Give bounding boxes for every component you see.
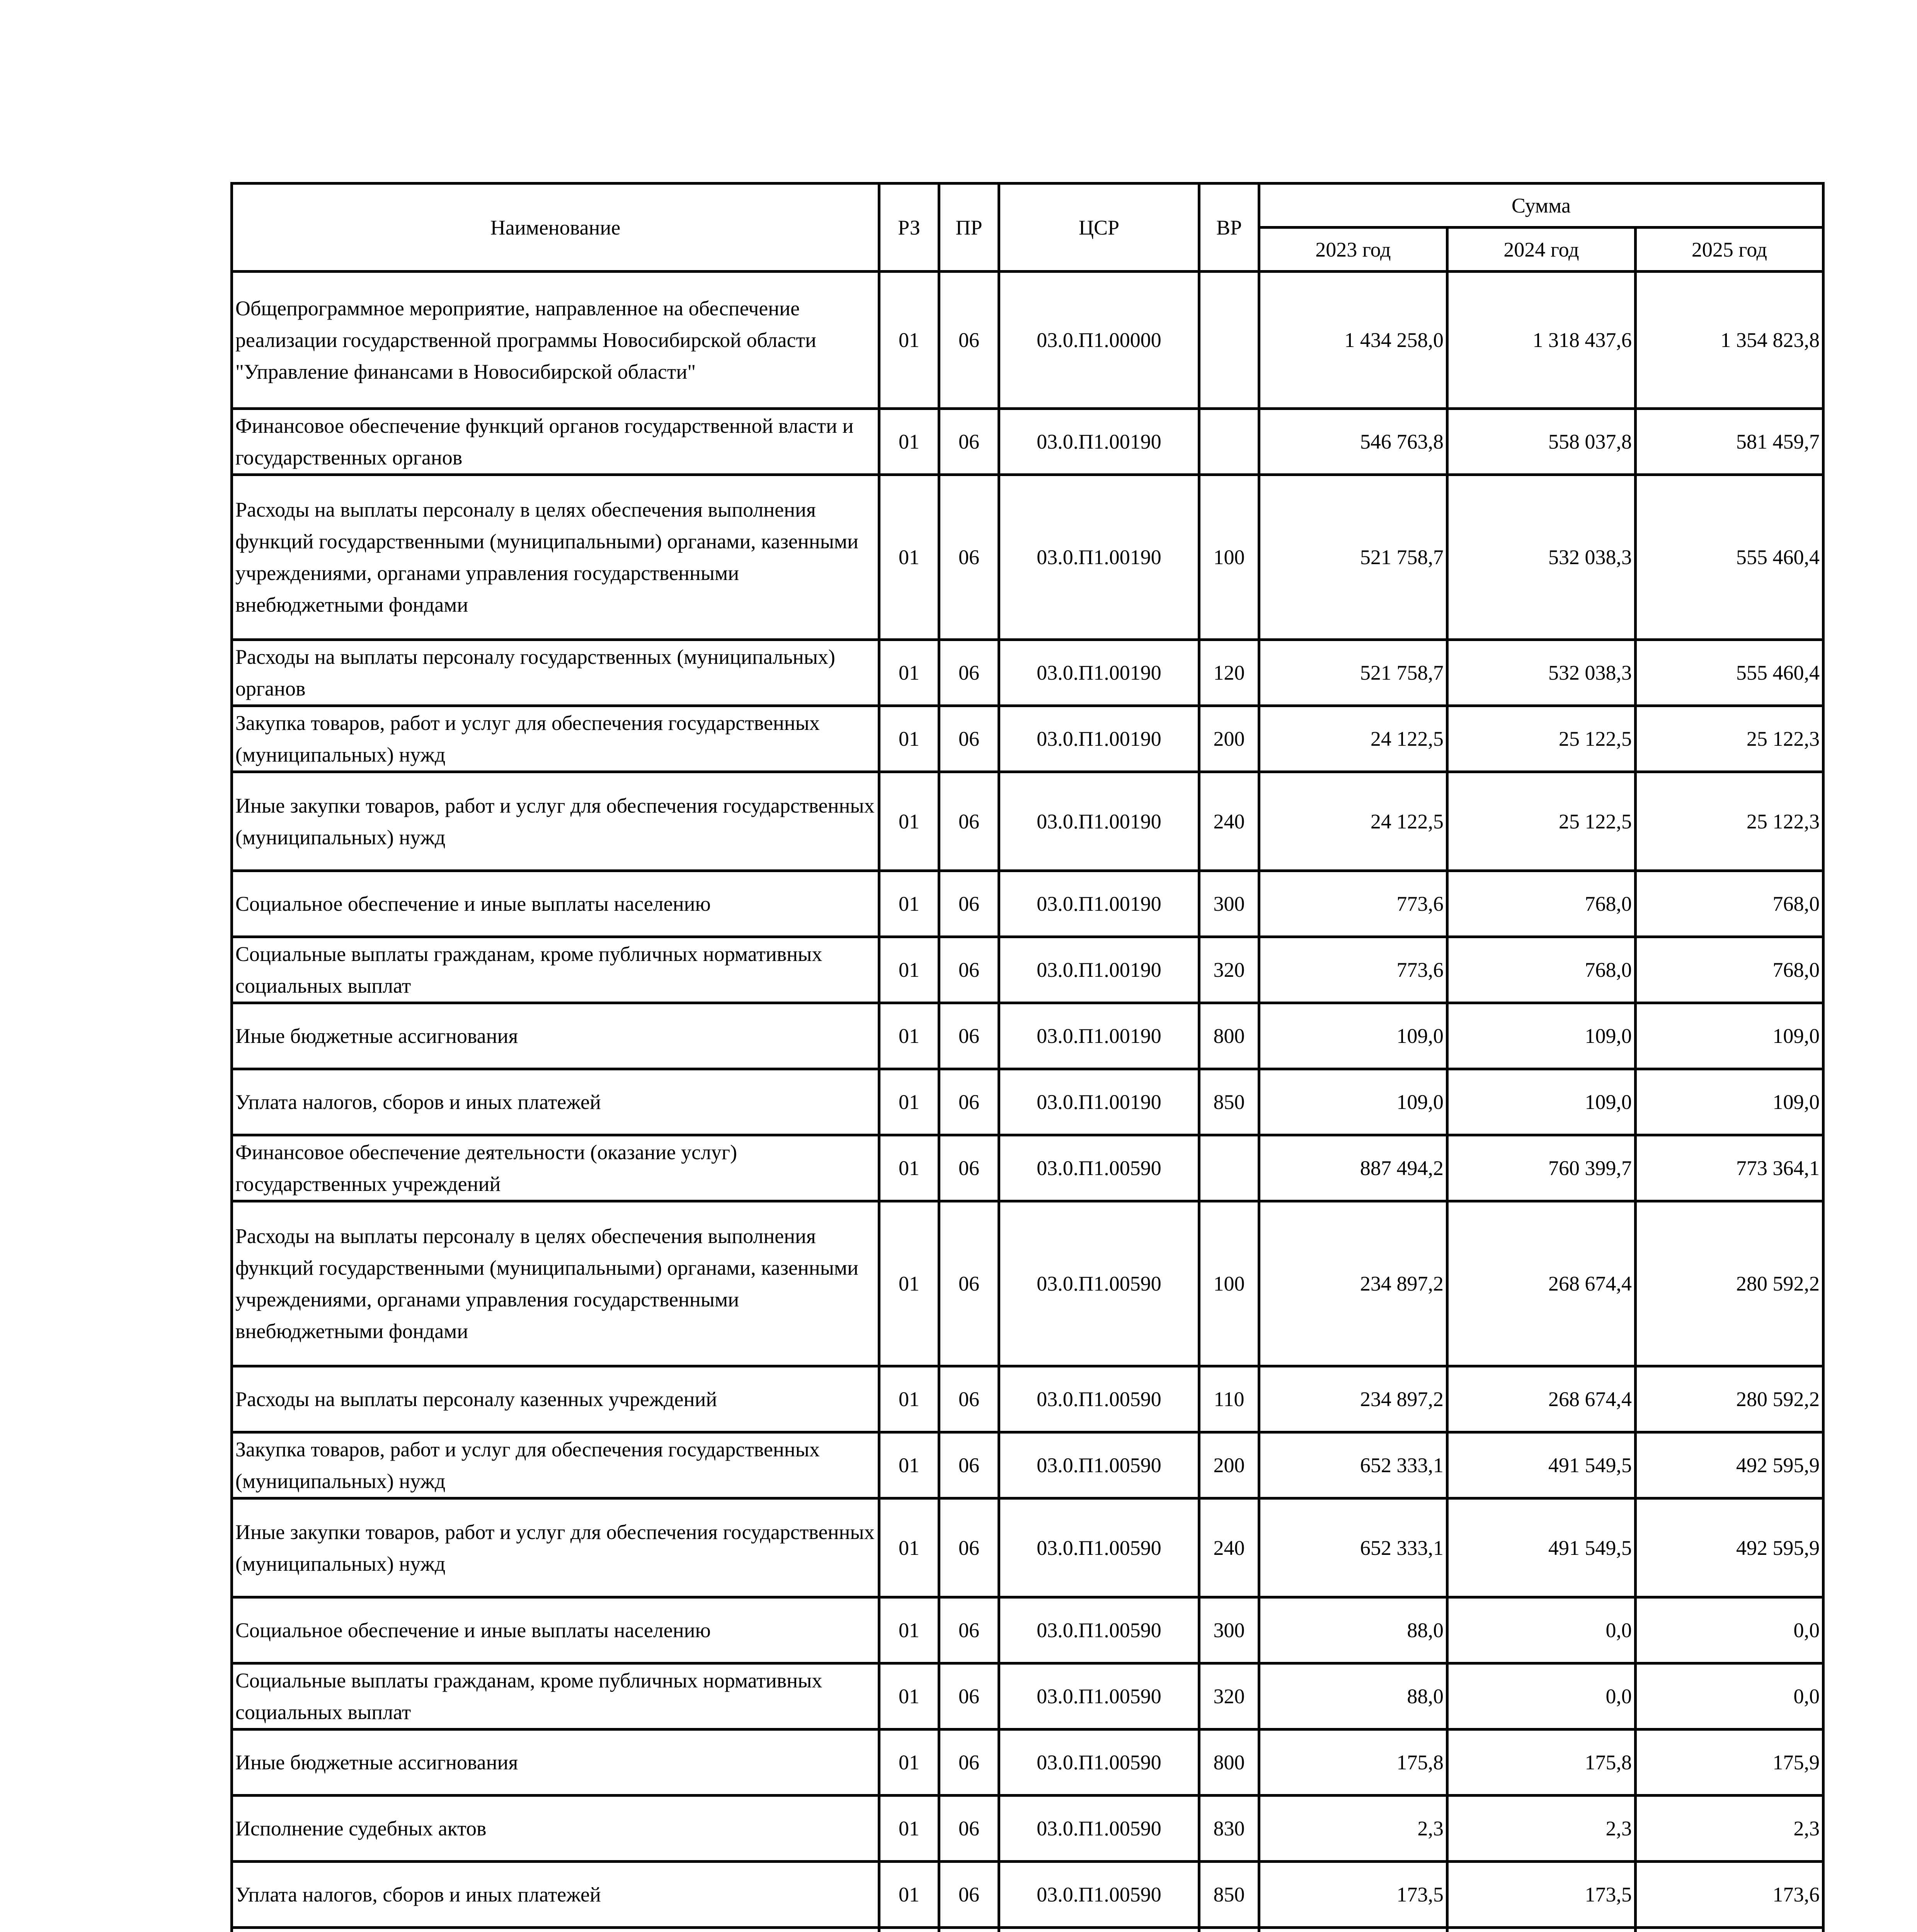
row-rz: 01: [879, 1366, 939, 1432]
row-rz: 01: [879, 1730, 939, 1796]
row-pr: 06: [939, 640, 999, 706]
row-pr: 06: [939, 772, 999, 871]
header-sum: Сумма: [1259, 184, 1823, 228]
row-sum-2024: [1447, 1928, 1636, 1932]
row-csr: 03.0.П1.00590: [999, 1366, 1199, 1432]
row-vr: [1199, 409, 1259, 475]
row-vr: 110: [1199, 1366, 1259, 1432]
table-row: [232, 1432, 1823, 1498]
row-name: Социальное обеспечение и иные выплаты населению: [232, 871, 879, 937]
row-sum-2024: 491 549,5: [1447, 1432, 1636, 1498]
row-rz: 01: [879, 272, 939, 409]
row-name: [232, 1928, 879, 1932]
row-sum-2024: 0,0: [1447, 1663, 1636, 1730]
row-csr: 03.0.П1.00190: [999, 871, 1199, 937]
row-rz: 01: [879, 640, 939, 706]
table-row: [232, 1663, 1823, 1730]
row-sum-2025: 280 592,2: [1636, 1366, 1823, 1432]
row-sum-2023: 234 897,2: [1259, 1201, 1447, 1366]
row-sum-2024: 173,5: [1447, 1862, 1636, 1928]
row-sum-2024: 532 038,3: [1447, 475, 1636, 640]
row-pr: 06: [939, 1201, 999, 1366]
table-row: [232, 1796, 1823, 1862]
row-csr: 03.0.П1.00590: [999, 1135, 1199, 1201]
row-sum-2024: 1 318 437,6: [1447, 272, 1636, 409]
table-header: [232, 184, 1823, 272]
row-name: Иные бюджетные ассигнования: [232, 1003, 879, 1069]
row-pr: 06: [939, 937, 999, 1003]
row-vr: 300: [1199, 1597, 1259, 1663]
row-rz: 01: [879, 1796, 939, 1862]
row-name: Расходы на выплаты персоналу казенных учреждений: [232, 1366, 879, 1432]
table-row: [232, 1928, 1823, 1932]
row-sum-2025: 25 122,3: [1636, 706, 1823, 772]
row-name: Социальное обеспечение и иные выплаты населению: [232, 1597, 879, 1663]
row-csr: 03.0.П1.00590: [999, 1498, 1199, 1597]
row-name: Социальные выплаты гражданам, кроме публичных нормативных социальных выплат: [232, 1663, 879, 1730]
row-rz: 01: [879, 1201, 939, 1366]
row-sum-2024: 768,0: [1447, 871, 1636, 937]
row-sum-2025: 555 460,4: [1636, 640, 1823, 706]
row-vr: 800: [1199, 1003, 1259, 1069]
row-sum-2025: 555 460,4: [1636, 475, 1823, 640]
row-pr: 06: [939, 1862, 999, 1928]
row-name: Расходы на выплаты персоналу в целях обеспечения выполнения функций государственными (муниципальными) органами, казенными учреждениями, органами управления государственными внебюджетными фондами: [232, 1201, 879, 1366]
row-pr: 06: [939, 1432, 999, 1498]
table-row: [232, 1597, 1823, 1663]
row-sum-2024: 768,0: [1447, 937, 1636, 1003]
row-sum-2024: 109,0: [1447, 1069, 1636, 1135]
row-sum-2024: 532 038,3: [1447, 640, 1636, 706]
row-csr: 03.0.П1.00590: [999, 1796, 1199, 1862]
row-sum-2023: 175,8: [1259, 1730, 1447, 1796]
row-sum-2024: 760 399,7: [1447, 1135, 1636, 1201]
row-name: Исполнение судебных актов: [232, 1796, 879, 1862]
row-sum-2025: 768,0: [1636, 937, 1823, 1003]
row-csr: 03.0.П1.00190: [999, 937, 1199, 1003]
row-csr: 03.0.П1.00190: [999, 1069, 1199, 1135]
row-pr: 06: [939, 1366, 999, 1432]
header-rz: РЗ: [879, 184, 939, 272]
table-row: [232, 1069, 1823, 1135]
row-name: Иные закупки товаров, работ и услуг для обеспечения государственных (муниципальных) нужд: [232, 1498, 879, 1597]
row-rz: 01: [879, 409, 939, 475]
row-rz: 01: [879, 772, 939, 871]
budget-table: [230, 182, 1825, 1932]
header-year-2025: 2025 год: [1636, 228, 1823, 272]
row-csr: 03.0.П1.00590: [999, 1201, 1199, 1366]
row-rz: 01: [879, 1069, 939, 1135]
row-rz: 01: [879, 475, 939, 640]
row-vr: 850: [1199, 1069, 1259, 1135]
row-sum-2025: 109,0: [1636, 1069, 1823, 1135]
row-vr: 300: [1199, 871, 1259, 937]
row-name: Социальные выплаты гражданам, кроме публичных нормативных социальных выплат: [232, 937, 879, 1003]
row-pr: 06: [939, 1498, 999, 1597]
row-sum-2025: 773 364,1: [1636, 1135, 1823, 1201]
row-sum-2023: 521 758,7: [1259, 475, 1447, 640]
row-rz: 01: [879, 1498, 939, 1597]
row-sum-2023: 24 122,5: [1259, 706, 1447, 772]
table-row: [232, 640, 1823, 706]
row-pr: 06: [939, 1796, 999, 1862]
row-pr: 06: [939, 272, 999, 409]
row-name: Уплата налогов, сборов и иных платежей: [232, 1862, 879, 1928]
row-rz: 01: [879, 1862, 939, 1928]
row-pr: 06: [939, 1135, 999, 1201]
table-row: [232, 772, 1823, 871]
row-csr: 03.0.П1.00590: [999, 1862, 1199, 1928]
row-pr: 06: [939, 871, 999, 937]
row-sum-2023: 88,0: [1259, 1597, 1447, 1663]
row-sum-2025: 2,3: [1636, 1796, 1823, 1862]
row-sum-2025: 492 595,9: [1636, 1432, 1823, 1498]
row-name: Расходы на выплаты персоналу государственных (муниципальных) органов: [232, 640, 879, 706]
table-row: [232, 409, 1823, 475]
row-sum-2024: 175,8: [1447, 1730, 1636, 1796]
row-vr: 850: [1199, 1862, 1259, 1928]
row-vr: [1199, 1135, 1259, 1201]
row-vr: 100: [1199, 475, 1259, 640]
row-csr: 03.0.П1.00190: [999, 772, 1199, 871]
table-row: [232, 1201, 1823, 1366]
row-sum-2023: 173,5: [1259, 1862, 1447, 1928]
row-sum-2024: 268 674,4: [1447, 1201, 1636, 1366]
row-vr: [1199, 272, 1259, 409]
header-name: Наименование: [232, 184, 879, 272]
table-row: [232, 1003, 1823, 1069]
row-sum-2025: 492 595,9: [1636, 1498, 1823, 1597]
row-name: Уплата налогов, сборов и иных платежей: [232, 1069, 879, 1135]
row-pr: 06: [939, 1069, 999, 1135]
row-csr: 03.0.П1.00590: [999, 1597, 1199, 1663]
row-csr: 03.0.П1.00190: [999, 1003, 1199, 1069]
row-pr: 06: [939, 475, 999, 640]
row-sum-2025: 0,0: [1636, 1597, 1823, 1663]
row-pr: 06: [939, 1597, 999, 1663]
row-rz: 01: [879, 1663, 939, 1730]
row-name: Общепрограммное мероприятие, направленное на обеспечение реализации государственной программы Новосибирской области "Управление финансами в Новосибирской области": [232, 272, 879, 409]
row-csr: 03.0.П1.00190: [999, 409, 1199, 475]
row-vr: 320: [1199, 1663, 1259, 1730]
table-row: [232, 475, 1823, 640]
row-sum-2025: 175,9: [1636, 1730, 1823, 1796]
table-row: [232, 1498, 1823, 1597]
row-csr: [999, 1928, 1199, 1932]
row-pr: 06: [939, 409, 999, 475]
header-vr: ВР: [1199, 184, 1259, 272]
row-sum-2025: [1636, 1928, 1823, 1932]
row-name: Расходы на выплаты персоналу в целях обеспечения выполнения функций государственными (муниципальными) органами, казенными учреждениями, органами управления государственными внебюджетными фондами: [232, 475, 879, 640]
row-vr: 800: [1199, 1730, 1259, 1796]
row-name: Закупка товаров, работ и услуг для обеспечения государственных (муниципальных) нужд: [232, 706, 879, 772]
header-csr: ЦСР: [999, 184, 1199, 272]
row-pr: 06: [939, 1003, 999, 1069]
table-row: [232, 937, 1823, 1003]
row-sum-2023: 546 763,8: [1259, 409, 1447, 475]
row-sum-2025: 280 592,2: [1636, 1201, 1823, 1366]
table-row: [232, 272, 1823, 409]
row-vr: 240: [1199, 772, 1259, 871]
header-year-2024: 2024 год: [1447, 228, 1636, 272]
row-sum-2023: 24 122,5: [1259, 772, 1447, 871]
row-csr: 03.0.П1.00000: [999, 272, 1199, 409]
row-vr: 830: [1199, 1796, 1259, 1862]
row-sum-2025: 581 459,7: [1636, 409, 1823, 475]
row-csr: 03.0.П1.00190: [999, 706, 1199, 772]
row-pr: 06: [939, 706, 999, 772]
row-pr: [939, 1928, 999, 1932]
row-sum-2024: 25 122,5: [1447, 706, 1636, 772]
row-vr: 240: [1199, 1498, 1259, 1597]
row-sum-2024: 0,0: [1447, 1597, 1636, 1663]
row-pr: 06: [939, 1663, 999, 1730]
table-row: [232, 706, 1823, 772]
table-row: [232, 1366, 1823, 1432]
row-sum-2023: 652 333,1: [1259, 1498, 1447, 1597]
row-csr: 03.0.П1.00190: [999, 640, 1199, 706]
row-csr: 03.0.П1.00190: [999, 475, 1199, 640]
row-rz: 01: [879, 706, 939, 772]
table-row: [232, 1862, 1823, 1928]
row-sum-2024: 491 549,5: [1447, 1498, 1636, 1597]
row-sum-2023: 2,3: [1259, 1796, 1447, 1862]
row-sum-2025: 109,0: [1636, 1003, 1823, 1069]
row-pr: 06: [939, 1730, 999, 1796]
row-sum-2023: 887 494,2: [1259, 1135, 1447, 1201]
row-vr: 120: [1199, 640, 1259, 706]
row-csr: 03.0.П1.00590: [999, 1730, 1199, 1796]
row-sum-2023: 109,0: [1259, 1069, 1447, 1135]
row-rz: 01: [879, 1597, 939, 1663]
row-sum-2023: 1 434 258,0: [1259, 272, 1447, 409]
row-name: Финансовое обеспечение деятельности (оказание услуг) государственных учреждений: [232, 1135, 879, 1201]
row-sum-2025: 173,6: [1636, 1862, 1823, 1928]
row-sum-2025: 1 354 823,8: [1636, 272, 1823, 409]
row-rz: 01: [879, 1432, 939, 1498]
table-body: [232, 272, 1823, 1932]
row-name: Финансовое обеспечение функций органов государственной власти и государственных органов: [232, 409, 879, 475]
row-sum-2024: 268 674,4: [1447, 1366, 1636, 1432]
header-year-2023: 2023 год: [1259, 228, 1447, 272]
row-vr: 100: [1199, 1201, 1259, 1366]
row-rz: 01: [879, 937, 939, 1003]
row-rz: 01: [879, 1135, 939, 1201]
row-rz: 01: [879, 1003, 939, 1069]
row-vr: 200: [1199, 1432, 1259, 1498]
row-sum-2023: 234 897,2: [1259, 1366, 1447, 1432]
row-sum-2024: 25 122,5: [1447, 772, 1636, 871]
row-sum-2023: 88,0: [1259, 1663, 1447, 1730]
row-name: Закупка товаров, работ и услуг для обеспечения государственных (муниципальных) нужд: [232, 1432, 879, 1498]
row-csr: 03.0.П1.00590: [999, 1663, 1199, 1730]
row-rz: 01: [879, 871, 939, 937]
row-sum-2024: 109,0: [1447, 1003, 1636, 1069]
row-csr: 03.0.П1.00590: [999, 1432, 1199, 1498]
row-rz: [879, 1928, 939, 1932]
table-row: [232, 1730, 1823, 1796]
row-vr: 320: [1199, 937, 1259, 1003]
row-sum-2024: 2,3: [1447, 1796, 1636, 1862]
row-sum-2023: 109,0: [1259, 1003, 1447, 1069]
row-sum-2024: 558 037,8: [1447, 409, 1636, 475]
row-sum-2023: 773,6: [1259, 871, 1447, 937]
table-row: [232, 871, 1823, 937]
row-name: Иные закупки товаров, работ и услуг для обеспечения государственных (муниципальных) нужд: [232, 772, 879, 871]
header-pr: ПР: [939, 184, 999, 272]
row-sum-2023: [1259, 1928, 1447, 1932]
row-sum-2025: 0,0: [1636, 1663, 1823, 1730]
row-sum-2025: 25 122,3: [1636, 772, 1823, 871]
row-vr: [1199, 1928, 1259, 1932]
table-row: [232, 1135, 1823, 1201]
row-sum-2025: 768,0: [1636, 871, 1823, 937]
row-vr: 200: [1199, 706, 1259, 772]
row-name: Иные бюджетные ассигнования: [232, 1730, 879, 1796]
row-sum-2023: 521 758,7: [1259, 640, 1447, 706]
row-sum-2023: 652 333,1: [1259, 1432, 1447, 1498]
row-sum-2023: 773,6: [1259, 937, 1447, 1003]
